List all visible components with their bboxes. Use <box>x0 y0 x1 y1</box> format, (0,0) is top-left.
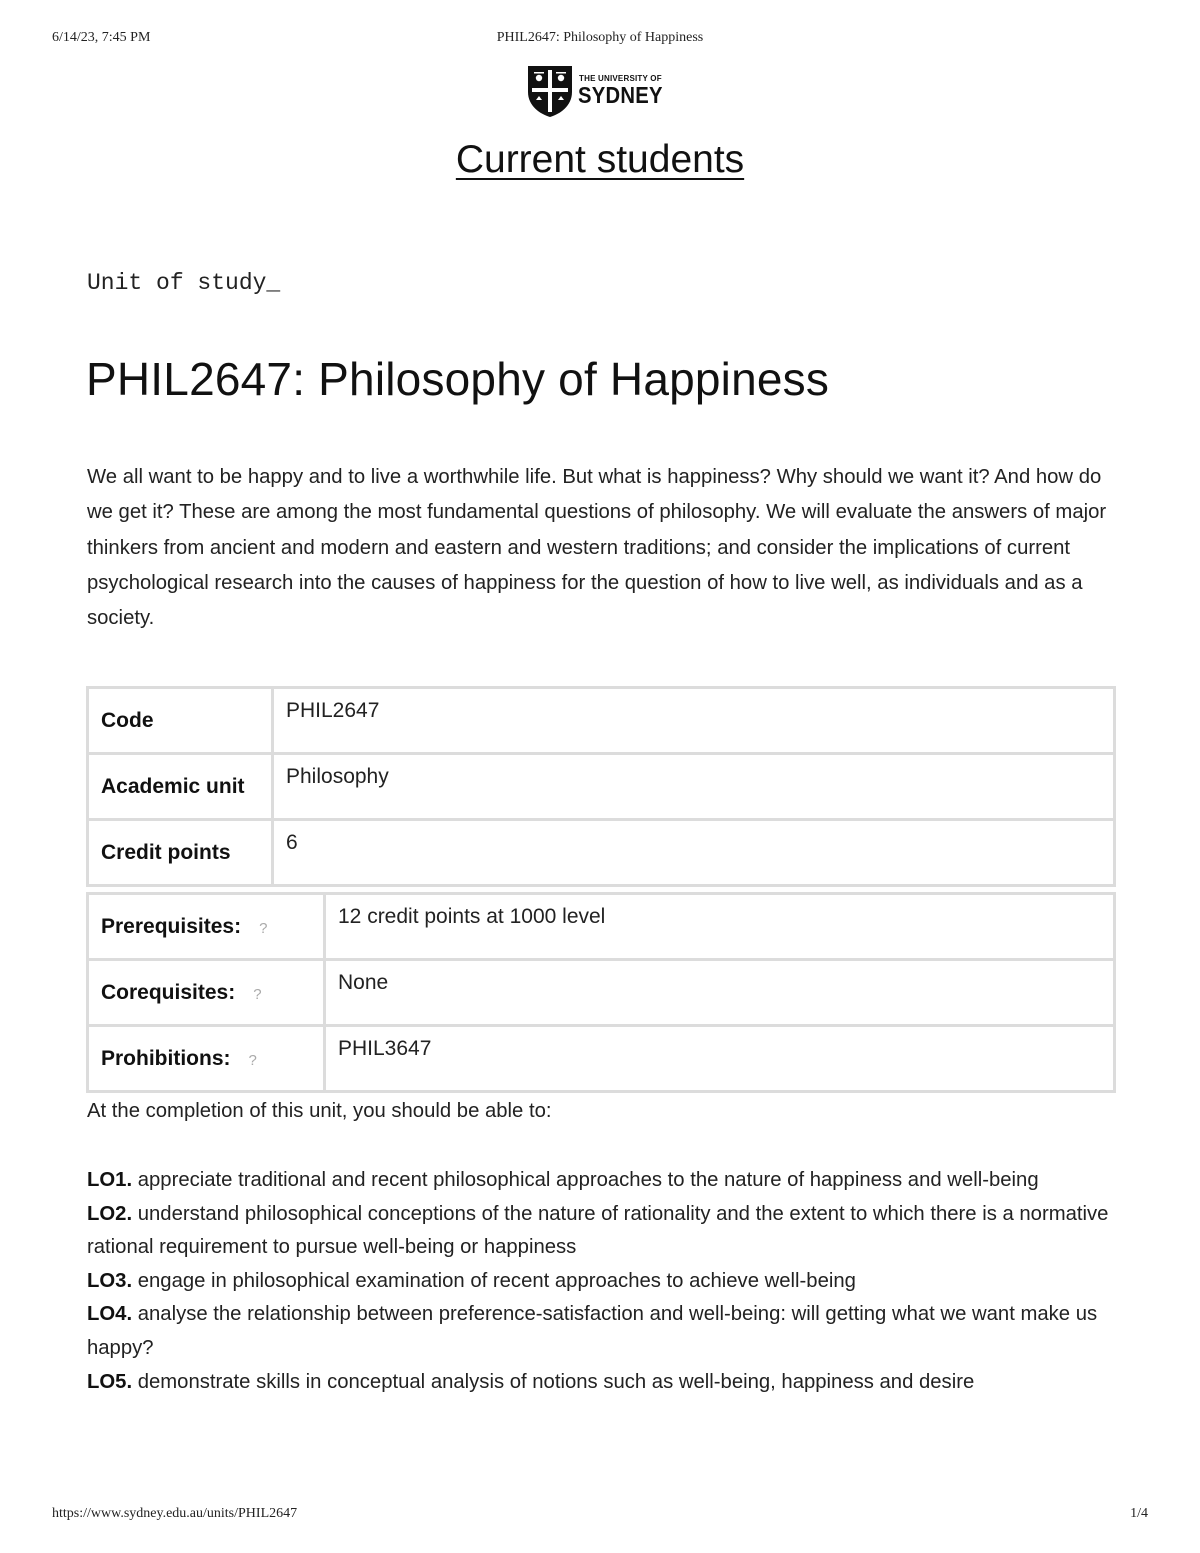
list-item <box>87 1298 1117 1365</box>
print-header <box>52 30 1148 50</box>
list-item <box>87 1265 1117 1299</box>
requirement-label: Prohibitions: <box>101 1046 231 1070</box>
outcome-code: LO1. <box>87 1169 133 1191</box>
outcome-code: LO4. <box>87 1303 133 1326</box>
table-row <box>88 894 1115 960</box>
print-datetime: 6/14/23, 7:45 PM <box>52 30 151 45</box>
requirement-value: None <box>325 960 1115 1026</box>
outcome-text: engage in philosophical examination of recent approaches to achieve well-being <box>132 1269 856 1292</box>
table-row <box>88 820 1115 886</box>
requirement-value: 12 credit points at 1000 level <box>325 894 1115 960</box>
outcome-code: LO2. <box>87 1202 133 1225</box>
requirement-label-cell <box>88 894 325 960</box>
logo-line-2: SYDNEY <box>578 82 663 108</box>
help-icon[interactable]: ? <box>259 919 268 937</box>
print-url: https://www.sydney.edu.au/units/PHIL2647 <box>52 1506 298 1521</box>
crest-icon <box>526 64 574 118</box>
list-item <box>87 1164 1117 1198</box>
requirement-label: Corequisites: <box>101 980 236 1004</box>
help-icon[interactable]: ? <box>248 1051 257 1069</box>
table-row <box>88 960 1115 1026</box>
table-row <box>88 688 1115 754</box>
detail-value: 6 <box>273 820 1115 886</box>
requirement-label-cell <box>88 960 325 1026</box>
help-icon[interactable]: ? <box>253 985 262 1003</box>
learning-outcomes-list <box>87 1164 1117 1399</box>
table-row <box>88 1026 1115 1092</box>
outcome-text: demonstrate skills in conceptual analysis of notions such as well-being, happiness and desire <box>132 1370 975 1393</box>
outcome-text: appreciate traditional and recent philosophical approaches to the nature of happiness and well-being <box>132 1169 1039 1191</box>
unit-description: We all want to be happy and to live a worthwhile life. But what is happiness? Why should we want it? And how do we get it? These are among the most fundamental questions of philosophy. We will evaluate the answers of major thinkers from ancient and modern and eastern and western traditions; and consider the implications of current psychological research into the causes of happiness for the question of how to live well, as individuals and as a society. <box>87 466 1107 630</box>
print-page-title: PHIL2647: Philosophy of Happiness <box>496 30 704 45</box>
logo-line-1: THE UNIVERSITY OF <box>579 74 662 83</box>
detail-label: Academic unit <box>88 754 273 820</box>
site-section-title <box>0 138 1200 182</box>
outcomes-intro: At the completion of this unit, you should be able to: <box>87 1100 552 1122</box>
outcome-text: understand philosophical conceptions of the nature of rationality and the extent to which there is a normative rational requirement to pursue well-being or happiness <box>87 1202 1109 1259</box>
print-footer <box>52 1506 1148 1526</box>
requirement-value: PHIL3647 <box>325 1026 1115 1092</box>
outcome-code: LO3. <box>87 1269 133 1292</box>
requirement-label: Prerequisites: <box>101 914 242 938</box>
detail-label: Credit points <box>88 820 273 886</box>
university-logo[interactable] <box>526 64 678 118</box>
requirements-table <box>86 892 1116 1093</box>
list-item <box>87 1366 1117 1400</box>
table-row <box>88 754 1115 820</box>
requirement-label-cell <box>88 1026 325 1092</box>
unit-of-study-label: Unit of study_ <box>87 270 281 296</box>
page-number: 1/4 <box>1130 1506 1148 1521</box>
outcome-text: analyse the relationship between preference-satisfaction and well-being: will getting what we want make us happy? <box>87 1303 1098 1359</box>
list-item <box>87 1198 1117 1265</box>
detail-value: Philosophy <box>273 754 1115 820</box>
outcome-code: LO5. <box>87 1370 133 1393</box>
unit-details-table <box>86 686 1116 887</box>
current-students-link[interactable]: Current students <box>455 138 745 181</box>
page-title: PHIL2647: Philosophy of Happiness <box>86 353 830 405</box>
detail-value: PHIL2647 <box>273 688 1115 754</box>
detail-label: Code <box>88 688 273 754</box>
